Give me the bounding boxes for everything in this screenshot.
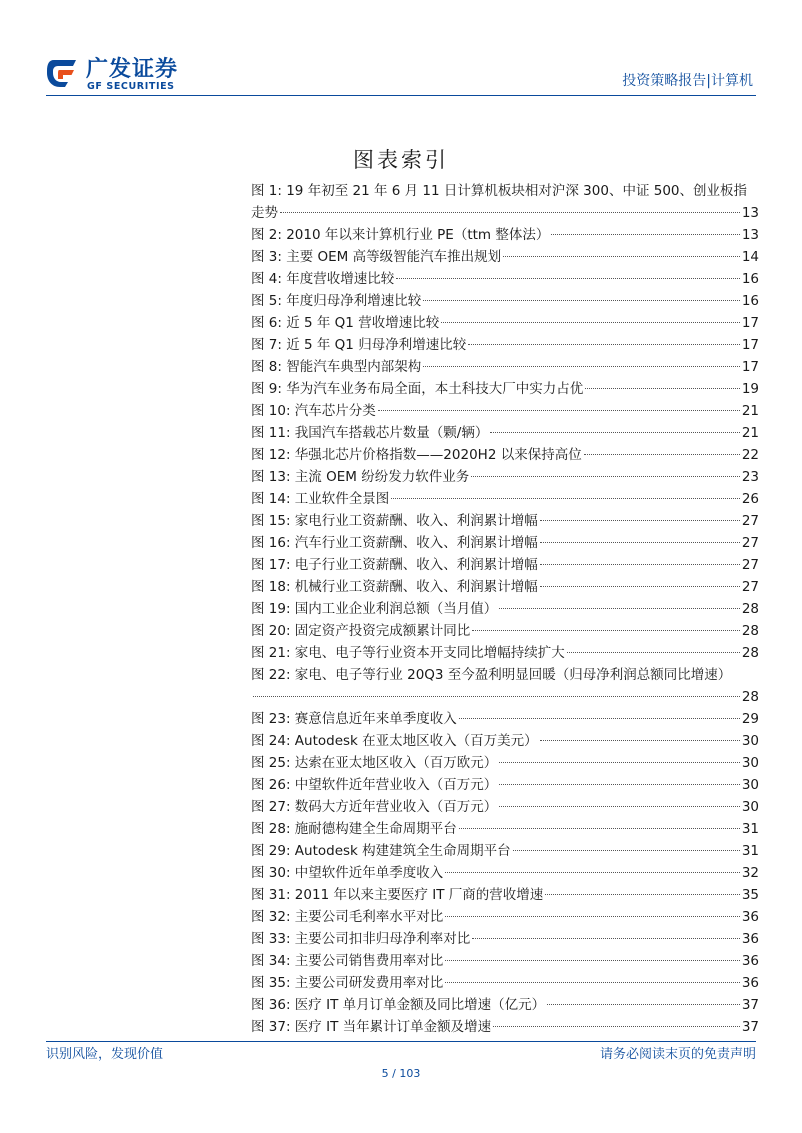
toc-entry-page: 26 <box>741 491 759 507</box>
toc-entry[interactable] <box>251 928 759 950</box>
logo-text-en: GF SECURITIES <box>87 81 175 92</box>
toc-entry[interactable] <box>251 268 759 290</box>
toc-entry-page: 19 <box>741 381 759 397</box>
toc-entry-page: 29 <box>741 711 759 727</box>
dot-leader <box>540 520 740 521</box>
dot-leader <box>513 850 740 851</box>
toc-entry-label: 图 28: 施耐德构建全生命周期平台 <box>251 821 457 837</box>
dot-leader <box>459 718 740 719</box>
dot-leader <box>472 630 740 631</box>
toc-entry-label: 图 23: 赛意信息近年来单季度收入 <box>251 711 457 727</box>
dot-leader <box>545 894 740 895</box>
toc-entry-label: 图 33: 主要公司扣非归母净利率对比 <box>251 931 471 947</box>
toc-entry-page: 23 <box>741 469 759 485</box>
toc-entry[interactable] <box>251 972 759 994</box>
toc-entry-page: 31 <box>741 843 759 859</box>
toc-entry-label: 图 11: 我国汽车搭载芯片数量（颗/辆） <box>251 425 489 441</box>
toc-entry-label: 图 13: 主流 OEM 纷纷发力软件业务 <box>251 469 470 485</box>
dot-leader <box>468 344 740 345</box>
toc-entry-label: 图 7: 近 5 年 Q1 归母净利增速比较 <box>251 337 467 353</box>
dot-leader <box>391 498 740 499</box>
toc-entry-label: 图 22: 家电、电子等行业 20Q3 至今盈利明显回暖（归母净利润总额同比增速） <box>251 667 732 683</box>
toc-entry-page: 22 <box>741 447 759 463</box>
toc-entry[interactable] <box>251 510 759 532</box>
toc-entry[interactable] <box>251 994 759 1016</box>
toc-entry-page: 36 <box>741 953 759 969</box>
toc-entry[interactable] <box>251 576 759 598</box>
toc-entry-page: 36 <box>741 975 759 991</box>
gf-logo-icon <box>46 58 80 88</box>
dot-leader <box>445 982 740 983</box>
toc-entry-page: 28 <box>741 689 759 705</box>
toc-entry-label-cont: 走势 <box>251 205 278 221</box>
dot-leader <box>540 564 740 565</box>
toc-entry-label: 图 17: 电子行业工资薪酬、收入、利润累计增幅 <box>251 557 538 573</box>
toc-entry[interactable] <box>251 950 759 972</box>
toc-entry-page: 37 <box>741 1019 759 1035</box>
dot-leader <box>503 256 740 257</box>
toc-entry[interactable] <box>251 840 759 862</box>
toc-entry-page: 28 <box>741 601 759 617</box>
toc-entry-label: 图 36: 医疗 IT 单月订单金额及同比增速（亿元） <box>251 997 546 1013</box>
toc-entry-label: 图 30: 中望软件近年单季度收入 <box>251 865 444 881</box>
toc-entry[interactable] <box>251 884 759 906</box>
logo-text-cn: 广发证券 <box>86 57 179 82</box>
toc-entry-label: 图 18: 机械行业工资薪酬、收入、利润累计增幅 <box>251 579 538 595</box>
toc-entry-page: 30 <box>741 733 759 749</box>
toc-entry-page: 30 <box>741 777 759 793</box>
toc-entry-label: 图 1: 19 年初至 21 年 6 月 11 日计算机板块相对沪深 300、中证 500、创业板指 <box>251 183 747 199</box>
toc-entry[interactable] <box>251 1016 759 1038</box>
toc-entry[interactable] <box>251 818 759 840</box>
dot-leader <box>253 696 740 697</box>
toc-entry[interactable] <box>251 598 759 620</box>
dot-leader <box>472 938 740 939</box>
header-divider <box>46 95 756 96</box>
toc-entry-page: 16 <box>741 271 759 287</box>
toc-entry[interactable] <box>251 312 759 334</box>
toc-entry-label: 图 35: 主要公司研发费用率对比 <box>251 975 444 991</box>
toc-entry-page: 14 <box>741 249 759 265</box>
toc-entry-page: 36 <box>741 909 759 925</box>
page-number: 5 / 103 <box>381 1067 421 1080</box>
footer-disclaimer[interactable]: 请务必阅读末页的免责声明 <box>599 1047 756 1062</box>
toc-entry[interactable] <box>251 752 759 774</box>
toc-entry[interactable] <box>251 422 759 444</box>
dot-leader <box>445 916 740 917</box>
toc-entry-label: 图 32: 主要公司毛利率水平对比 <box>251 909 444 925</box>
dot-leader <box>378 410 740 411</box>
dot-leader <box>585 388 740 389</box>
toc-entry-page: 21 <box>741 425 759 441</box>
toc-entry-label: 图 25: 达索在亚太地区收入（百万欧元） <box>251 755 498 771</box>
toc-entry-label: 图 31: 2011 年以来主要医疗 IT 厂商的营收增速 <box>251 887 544 903</box>
toc-entry-page: 35 <box>741 887 759 903</box>
dot-leader <box>567 652 740 653</box>
toc-entry[interactable] <box>251 246 759 268</box>
toc-entry-page: 16 <box>741 293 759 309</box>
dot-leader <box>499 806 740 807</box>
toc-entry-label: 图 14: 工业软件全景图 <box>251 491 390 507</box>
toc-entry-label: 图 19: 国内工业企业利润总额（当月值） <box>251 601 498 617</box>
toc-entry-label: 图 24: Autodesk 在亚太地区收入（百万美元） <box>251 733 538 749</box>
toc-entry-label: 图 4: 年度营收增速比较 <box>251 271 395 287</box>
page-header <box>0 0 802 100</box>
toc-entry-label: 图 5: 年度归母净利增速比较 <box>251 293 422 309</box>
toc-entry-page: 28 <box>741 623 759 639</box>
figure-index-list <box>251 180 759 1038</box>
toc-entry-page: 27 <box>741 513 759 529</box>
toc-entry-label: 图 6: 近 5 年 Q1 营收增速比较 <box>251 315 440 331</box>
toc-entry-page: 37 <box>741 997 759 1013</box>
footer-divider <box>46 1041 756 1042</box>
toc-entry[interactable] <box>251 224 759 246</box>
toc-entry[interactable] <box>251 378 759 400</box>
toc-entry[interactable] <box>251 554 759 576</box>
toc-entry[interactable] <box>251 180 759 202</box>
toc-entry[interactable] <box>251 642 759 664</box>
toc-entry-page: 28 <box>741 645 759 661</box>
dot-leader <box>584 454 740 455</box>
page-title: 图表索引 <box>353 148 449 172</box>
toc-entry[interactable] <box>251 488 759 510</box>
dot-leader <box>423 366 740 367</box>
toc-entry-page: 31 <box>741 821 759 837</box>
dot-leader <box>441 322 740 323</box>
toc-entry-label: 图 37: 医疗 IT 当年累计订单金额及增速 <box>251 1019 492 1035</box>
dot-leader <box>423 300 740 301</box>
toc-entry-page: 17 <box>741 359 759 375</box>
toc-entry-label: 图 8: 智能汽车典型内部架构 <box>251 359 422 375</box>
toc-entry-continuation[interactable] <box>251 202 759 224</box>
dot-leader <box>540 740 740 741</box>
toc-entry-label: 图 15: 家电行业工资薪酬、收入、利润累计增幅 <box>251 513 538 529</box>
dot-leader <box>499 608 740 609</box>
toc-entry[interactable] <box>251 620 759 642</box>
toc-entry-label: 图 21: 家电、电子等行业资本开支同比增幅持续扩大 <box>251 645 565 661</box>
dot-leader <box>280 212 740 213</box>
dot-leader <box>396 278 740 279</box>
dot-leader <box>445 960 740 961</box>
toc-entry-page: 36 <box>741 931 759 947</box>
toc-entry[interactable] <box>251 356 759 378</box>
toc-entry-page: 30 <box>741 799 759 815</box>
toc-entry-page: 32 <box>741 865 759 881</box>
toc-entry[interactable] <box>251 774 759 796</box>
report-type: 投资策略报告|计算机 <box>622 73 753 89</box>
toc-entry[interactable] <box>251 906 759 928</box>
toc-entry-label: 图 12: 华强北芯片价格指数——2020H2 以来保持高位 <box>251 447 582 463</box>
dot-leader <box>490 432 739 433</box>
toc-entry-page: 21 <box>741 403 759 419</box>
dot-leader <box>551 234 739 235</box>
toc-entry[interactable] <box>251 532 759 554</box>
toc-entry-label: 图 3: 主要 OEM 高等级智能汽车推出规划 <box>251 249 502 265</box>
dot-leader <box>445 872 740 873</box>
toc-entry-label: 图 9: 华为汽车业务布局全面，本土科技大厂中实力占优 <box>251 381 584 397</box>
dot-leader <box>499 762 740 763</box>
toc-entry-label: 图 26: 中望软件近年营业收入（百万元） <box>251 777 498 793</box>
toc-entry-label: 图 2: 2010 年以来计算机行业 PE（ttm 整体法） <box>251 227 550 243</box>
toc-entry-page: 27 <box>741 579 759 595</box>
toc-entry-label: 图 20: 固定资产投资完成额累计同比 <box>251 623 471 639</box>
toc-entry-label: 图 27: 数码大方近年营业收入（百万元） <box>251 799 498 815</box>
dot-leader <box>547 1004 740 1005</box>
toc-entry[interactable] <box>251 730 759 752</box>
toc-entry-page: 17 <box>741 337 759 353</box>
toc-entry-label: 图 34: 主要公司销售费用率对比 <box>251 953 444 969</box>
footer-slogan: 识别风险，发现价值 <box>46 1047 164 1062</box>
toc-entry[interactable] <box>251 796 759 818</box>
toc-entry-page: 27 <box>741 535 759 551</box>
dot-leader <box>499 784 740 785</box>
toc-entry-label: 图 10: 汽车芯片分类 <box>251 403 376 419</box>
toc-entry[interactable] <box>251 466 759 488</box>
toc-entry[interactable] <box>251 862 759 884</box>
toc-entry-page: 17 <box>741 315 759 331</box>
toc-entry[interactable] <box>251 290 759 312</box>
toc-entry-label: 图 29: Autodesk 构建建筑全生命周期平台 <box>251 843 511 859</box>
dot-leader <box>540 586 740 587</box>
toc-entry-page: 27 <box>741 557 759 573</box>
toc-entry[interactable] <box>251 664 759 686</box>
dot-leader <box>540 542 740 543</box>
toc-entry-page: 30 <box>741 755 759 771</box>
dot-leader <box>493 1026 740 1027</box>
toc-entry-continuation[interactable] <box>251 686 759 708</box>
toc-entry-label: 图 16: 汽车行业工资薪酬、收入、利润累计增幅 <box>251 535 538 551</box>
toc-entry[interactable] <box>251 400 759 422</box>
toc-entry-page: 13 <box>741 205 759 221</box>
dot-leader <box>471 476 740 477</box>
dot-leader <box>459 828 740 829</box>
toc-entry-page: 13 <box>741 227 759 243</box>
toc-entry[interactable] <box>251 444 759 466</box>
toc-entry[interactable] <box>251 334 759 356</box>
toc-entry[interactable] <box>251 708 759 730</box>
